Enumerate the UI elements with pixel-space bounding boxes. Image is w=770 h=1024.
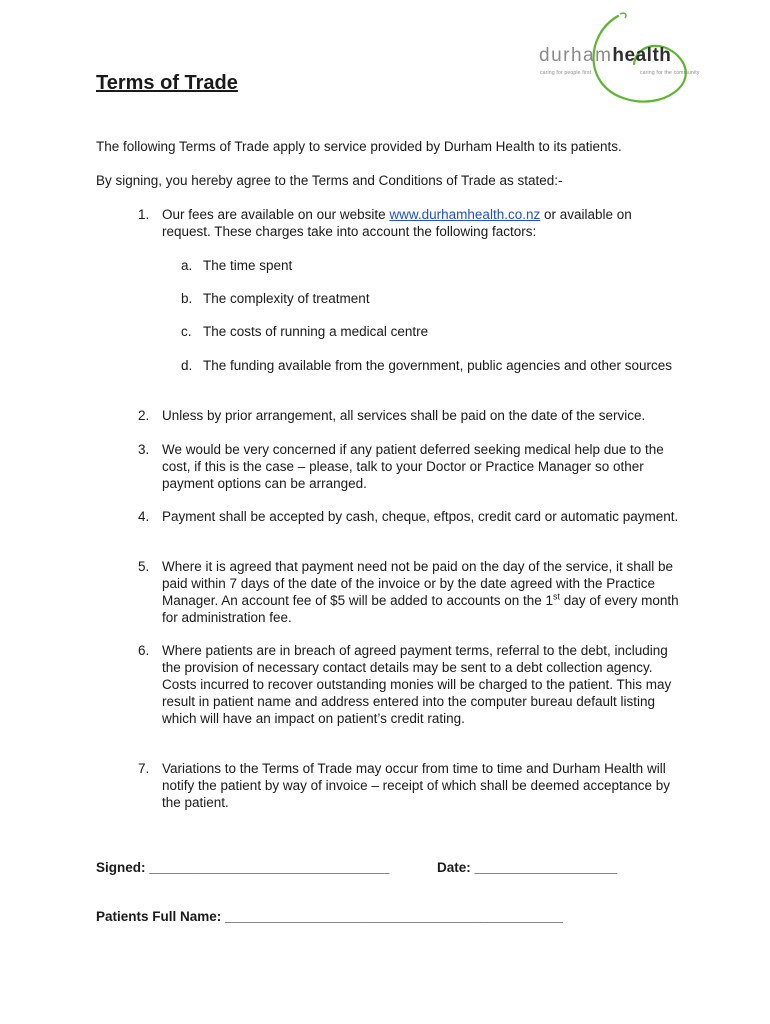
factor-letter: c. <box>181 324 192 339</box>
item-text: Variations to the Terms of Trade may occur from time to time and Durham Health will notify the patient by way of invoice – receipt of which shall be deemed acceptance by the patient. <box>162 761 671 810</box>
factor-letter: d. <box>181 358 193 373</box>
logo-tagline-left: caring for people first <box>540 70 592 76</box>
intro-paragraph: The following Terms of Trade apply to service provided by Durham Health to its patients. <box>96 139 622 154</box>
full-name-label: Patients Full Name: <box>96 909 222 924</box>
item-text: Payment shall be accepted by cash, cheque, eftpos, credit card or automatic payment. <box>162 509 679 524</box>
item-text <box>162 558 682 626</box>
item-text-before-link: Our fees are available on our website <box>162 207 390 222</box>
factor-letter: b. <box>181 291 193 306</box>
item-text: Where patients are in breach of agreed payment terms, referral to the debt, including the provision of necessary contact details may be sent to a debt collection agency. Costs incurred to recover outstanding monies will be charged to the patient. This may result in patient name and address entered into the computer bureau default listing which will have an impact on patient’s credit rating. <box>162 643 672 726</box>
item-number: 3. <box>138 442 150 457</box>
agreement-paragraph: By signing, you hereby agree to the Terms and Conditions of Trade as stated:- <box>96 173 563 188</box>
signed-field[interactable] <box>96 860 390 875</box>
item-text-after-link: or available on request. These charges take into account the following factors: <box>162 207 632 239</box>
full-name-line[interactable]: _____________________________________________ <box>225 909 563 924</box>
item-text: Unless by prior arrangement, all services shall be paid on the date of the service. <box>162 408 646 423</box>
logo-wordmark <box>539 46 671 65</box>
full-name-field[interactable] <box>96 909 563 924</box>
signed-line[interactable]: ________________________________ <box>149 860 390 875</box>
durham-health-logo <box>528 12 728 107</box>
factor-text: The funding available from the government, public agencies and other sources <box>203 358 673 373</box>
date-label: Date: <box>437 860 471 875</box>
date-field[interactable] <box>437 860 617 875</box>
factor-text: The complexity of treatment <box>203 291 370 306</box>
logo-text-durham: durham <box>539 45 613 66</box>
item-number: 7. <box>138 761 150 776</box>
date-line[interactable]: ___________________ <box>474 860 618 875</box>
ordinal-superscript: st <box>553 591 561 602</box>
logo-tagline-right: caring for the community <box>640 70 700 76</box>
item-number: 1. <box>138 207 150 222</box>
factor-text: The time spent <box>203 258 293 273</box>
item-text <box>162 206 682 240</box>
item-number: 2. <box>138 408 150 423</box>
item-text: We would be very concerned if any patient deferred seeking medical help due to the cost, if this is the case – please, talk to your Doctor or Practice Manager so other payment options can be arranged. <box>162 442 664 491</box>
page-title: Terms of Trade <box>96 72 238 94</box>
item-number: 6. <box>138 643 150 658</box>
signed-label: Signed: <box>96 860 146 875</box>
website-link[interactable]: www.durhamhealth.co.nz <box>389 207 541 222</box>
factor-text: The costs of running a medical centre <box>203 324 429 339</box>
item-text-main: Where it is agreed that payment need not be paid on the day of the service, it shall be paid within 7 days of the date of the invoice or by the date agreed with the Practice Manager. An account fee of $5 will be added to accounts on the 1 <box>162 559 674 608</box>
factor-letter: a. <box>181 258 193 273</box>
item-text-end: day of every month for administration fee. <box>162 593 679 625</box>
item-number: 4. <box>138 509 150 524</box>
item-number: 5. <box>138 559 150 574</box>
logo-text-health: health <box>612 45 672 66</box>
